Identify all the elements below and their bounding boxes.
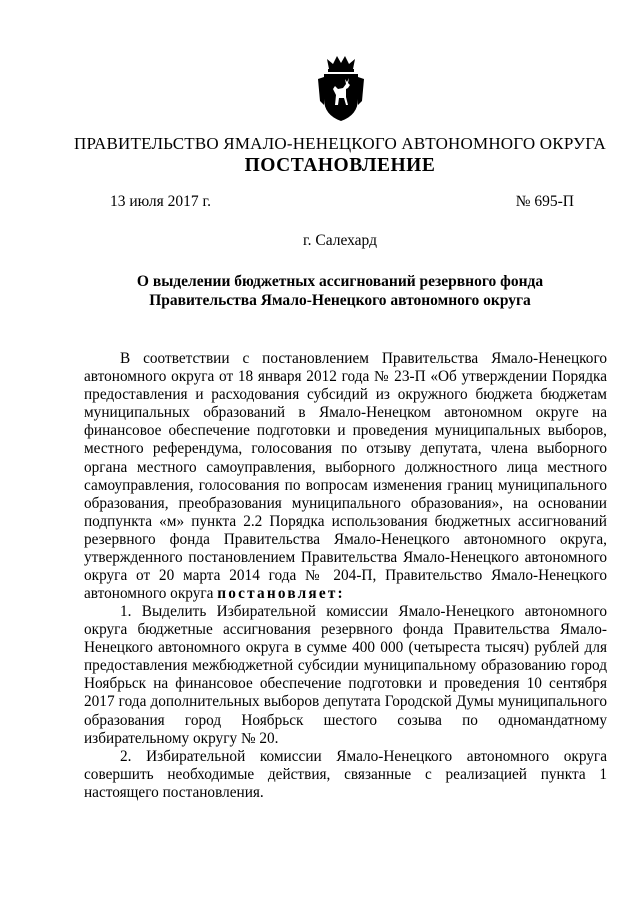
subject-line-1: О выделении бюджетных ассигнований резервного фонда (136, 273, 544, 290)
coat-of-arms-icon (315, 55, 367, 125)
document-date: 13 июля 2017 г. (110, 193, 211, 210)
decree-word: постановляет: (217, 585, 345, 603)
subject-line-2: Правительства Ямало-Ненецкого автономного округа (149, 292, 531, 309)
preamble-text: В соответствии с постановлением Правительства Ямало-Ненецкого автономного округа от 18 января 2012 года № 23-П «Об утверждении Порядка предоставления и расходования субсидий из окружного бюджета бюджетам муниципальных образований в Ямало-Ненецком автономном округе на финансовое обеспечение подготовки и проведения муниципальных выборов, местного референдума, голосования по отзыву депутата, члена выборного органа местного самоуправления, выборного должностного лица местного самоуправления, голосования по вопросам изменения границ муниципального образования, преобразования муниципального образования», на основании подпункта «м» пункта 2.2 Порядка использования бюджетных ассигнований резервного фонда Правительства Ямало-Ненецкого автономного округа, утвержденного постановлением Правительства Ямало-Ненецкого автономного округа от 20 марта 2014 года № 204-П, Правительство Ямало-Ненецкого автономного округа (84, 350, 607, 603)
item-2: 2. Избирательной комиссии Ямало-Ненецкого автономного округа совершить необходимые действия, связанные с реализацией пункта 1 настоящего постановления. (84, 748, 607, 802)
preamble-paragraph (84, 350, 607, 603)
document-type: ПОСТАНОВЛЕНИЕ (244, 155, 436, 176)
document-subject (80, 272, 600, 310)
document-city: г. Салехард (303, 232, 377, 249)
item-1: 1. Выделить Избирательной комиссии Ямало-Ненецкого автономного округа бюджетные ассигнования резервного фонда Правительства Ямало-Ненецкого автономного округа в сумме 400 000 (четыреста тысяч) рублей для предоставления межбюджетной субсидии муниципальному образованию город Ноябрьск на финансовое обеспечение подготовки и проведения 10 сентября 2017 года дополнительных выборов депутата Городской Думы муниципального образования город Ноябрьск шестого созыва по одномандатному избирательному округу № 20. (84, 603, 607, 747)
document-number: № 695-П (515, 193, 574, 210)
government-title: ПРАВИТЕЛЬСТВО ЯМАЛО-НЕНЕЦКОГО АВТОНОМНОГО ОКРУГА (74, 134, 606, 153)
